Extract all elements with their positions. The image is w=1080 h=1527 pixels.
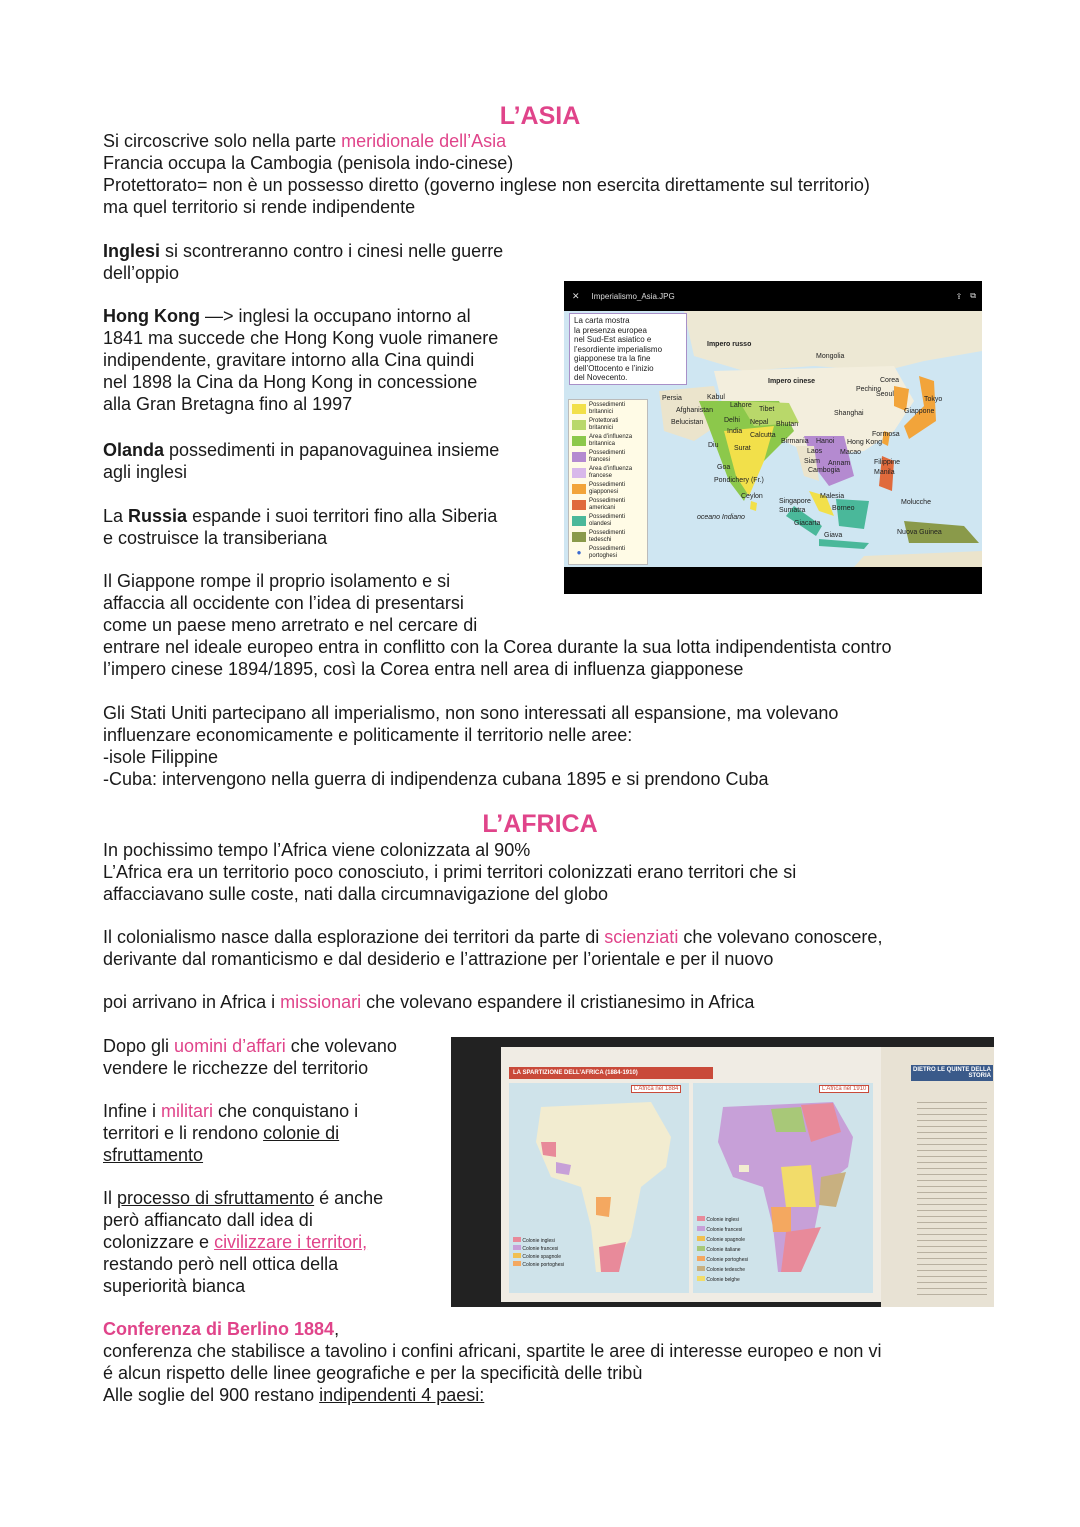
bold-term: Inglesi — [103, 241, 161, 261]
paragraph-line: conferenza che stabilisce a tavolino i confini africani, spartite le aree di interesse europeo e non vi — [103, 1341, 882, 1361]
text: Il — [103, 1188, 118, 1208]
africa-1884-angola — [596, 1197, 611, 1217]
legend-swatch — [697, 1226, 705, 1231]
legend-swatch — [513, 1253, 521, 1258]
map-label: Macao — [840, 449, 862, 456]
legend-label: Colonie spagnole — [706, 1237, 746, 1243]
land-borneo — [836, 499, 869, 529]
legend-label: Possedimenti americani — [589, 498, 626, 511]
legend-item — [697, 1245, 748, 1255]
legend-item — [572, 450, 644, 464]
map-label: Seoul — [876, 391, 894, 398]
legend-label: Possedimenti portoghesi — [589, 546, 626, 559]
paragraph-line — [103, 1318, 339, 1340]
paragraph-line — [103, 130, 506, 152]
legend-swatch — [572, 404, 586, 414]
caption-line: giapponese tra la fine — [574, 354, 651, 363]
legend-1910 — [697, 1215, 748, 1285]
paragraph-line: derivante dal romanticismo e dal desiderio e l’attrazione per l’orientale e per il nuovo — [103, 949, 774, 969]
legend-item — [513, 1253, 564, 1261]
highlight-text: militari — [161, 1101, 214, 1121]
legend-item — [697, 1225, 748, 1235]
sidebar-heading: DIETRO LE QUINTE DELLA STORIA — [913, 1067, 991, 1079]
legend-item — [513, 1237, 564, 1245]
paragraph-line: affaccia all occidente con l’idea di presentarsi — [103, 593, 464, 613]
bold-term: Hong Kong — [103, 306, 200, 326]
map-title-1910: L’Africa nel 1910 — [819, 1085, 869, 1093]
africa-1910-libya — [771, 1107, 806, 1132]
paragraph-line: indipendente, gravitare intorno alla Cina quindi — [103, 350, 475, 370]
map-label: Molucche — [901, 499, 931, 506]
legend-item — [697, 1235, 748, 1245]
paragraph-line: alla Gran Bretagna fino al 1997 — [103, 394, 353, 414]
legend-label: Colonie tedesche — [706, 1267, 746, 1273]
paragraph-line — [103, 1384, 484, 1406]
legend-swatch — [697, 1256, 705, 1261]
legend-swatch — [513, 1237, 521, 1242]
map-label: Manila — [874, 469, 895, 476]
map-label: Sumatra — [779, 507, 806, 514]
paragraph-line: dell’oppio — [103, 263, 180, 283]
caption-line: l’esordiente imperialismo — [574, 344, 663, 354]
africa-1884-coast-a — [541, 1142, 556, 1157]
legend-label: Colonie belghe — [706, 1277, 740, 1283]
underlined-text: indipendenti 4 paesi: — [319, 1385, 485, 1405]
map-label: Lahore — [730, 402, 752, 409]
legend-swatch — [572, 468, 586, 478]
map-label: Afghanistan — [676, 407, 713, 414]
map-label: Hanoi — [816, 438, 835, 445]
paragraph-line: -Cuba: intervengono nella guerra di indipendenza cubana 1895 e si prendono Cuba — [103, 769, 769, 789]
map-label: Belucistan — [671, 419, 704, 426]
bold-term: Olanda — [103, 440, 165, 460]
legend-item — [513, 1245, 564, 1253]
map-label: Nuova Guinea — [897, 529, 942, 536]
legend-swatch — [697, 1246, 705, 1251]
africa-map-photo — [451, 1037, 994, 1307]
map-label: Shanghai — [834, 410, 864, 417]
map-label: India — [727, 428, 743, 435]
caption-line: la presenza europea — [574, 325, 647, 335]
map-caption — [569, 313, 687, 385]
text: —> inglesi la occupano intorno al — [199, 306, 471, 326]
map-label: Borneo — [832, 505, 855, 512]
image-filename: Imperialismo_Asia.JPG — [591, 291, 675, 301]
legend-label: Possedimenti francesi — [589, 450, 626, 463]
text: , — [334, 1319, 340, 1339]
map-label: Corea — [880, 377, 900, 384]
legend-swatch — [572, 484, 586, 494]
paragraph-line — [103, 991, 754, 1013]
map-header: LA SPARTIZIONE DELL’AFRICA (1884-1910) — [509, 1067, 713, 1079]
legend-item — [572, 434, 644, 448]
asia-map-image — [564, 281, 982, 594]
legend-swatch — [572, 500, 586, 510]
map-label: Impero cinese — [768, 378, 816, 385]
legend-swatch — [572, 532, 586, 542]
land-ceylon — [750, 501, 757, 511]
sidebar-text-lines — [917, 1097, 987, 1297]
legend-label: Colonie portoghesi — [522, 1262, 565, 1268]
map-label: Giacarta — [794, 520, 821, 527]
map-label: Kabul — [707, 394, 725, 401]
map-label: Laos — [807, 448, 823, 455]
legend-swatch — [513, 1245, 521, 1250]
legend-swatch — [572, 516, 586, 526]
text: Alle soglie del 900 restano — [103, 1385, 320, 1405]
paragraph-line: restando però nell ottica della — [103, 1254, 339, 1274]
paragraph-line: nel 1898 la Cina da Hong Kong in concessione — [103, 372, 478, 392]
section-title-asia: L’ASIA — [499, 102, 581, 130]
text: é anche — [314, 1188, 384, 1208]
highlight-text: missionari — [280, 992, 362, 1012]
legend-label: Area d’influenza francese — [589, 466, 633, 479]
text: che volevano conoscere, — [678, 927, 883, 947]
paragraph-line — [103, 1100, 358, 1122]
close-icon[interactable]: ✕ — [572, 290, 580, 301]
legend-label: Colonie francesi — [522, 1246, 559, 1252]
map-title-1884: L’Africa nel 1884 — [631, 1085, 681, 1093]
map-label: Mongolia — [816, 353, 845, 360]
legend-item — [572, 466, 644, 480]
legend-item — [697, 1255, 748, 1265]
paragraph-line: sfruttamento — [103, 1145, 204, 1165]
paragraph-line: L’Africa era un territorio poco conosciuto, i primi territori colonizzati erano territori che si — [103, 862, 797, 882]
legend-label: Colonie portoghesi — [706, 1257, 749, 1263]
map-label: Tokyo — [924, 396, 943, 403]
book-page-map — [501, 1047, 881, 1302]
map-label: Bhutan — [776, 421, 799, 428]
paragraph-line — [103, 1187, 383, 1209]
map-label: Formosa — [872, 431, 900, 438]
legend-label: Protettorati britannici — [589, 418, 619, 431]
caption-line: nel Sud-Est asiatico e — [574, 335, 652, 344]
text: colonizzare e — [103, 1232, 215, 1252]
map-label: Pondichery (Fr.) — [714, 477, 764, 484]
map-label: Persia — [662, 395, 682, 402]
legend-label: Possedimenti olandesi — [589, 514, 626, 527]
legend-swatch — [572, 452, 586, 462]
highlight-text: scienziati — [604, 927, 679, 947]
paragraph-line: é alcun rispetto delle linee geografiche e per la specificità delle tribù — [103, 1363, 643, 1383]
map-label: Calcutta — [750, 432, 776, 439]
paragraph-line: ma quel territorio si rende indipendente — [103, 197, 416, 217]
map-label: oceano Indiano — [697, 514, 745, 521]
paragraph-line — [103, 1035, 397, 1057]
map-label: Giappone — [904, 408, 935, 415]
paragraph-line — [103, 240, 503, 262]
caption-line: dell’Ottocento e l’inizio — [574, 363, 654, 373]
paragraph-line: entrare nel ideale europeo entra in conflitto con la Corea durante la sua lotta indipendentista contro — [103, 637, 892, 657]
paragraph-line — [103, 505, 497, 527]
legend-item — [513, 1261, 564, 1269]
legend-label: Possedimenti britannici — [589, 402, 626, 415]
legend-1884 — [513, 1237, 564, 1269]
paragraph-line: Gli Stati Uniti partecipano all imperialismo, non sono interessati all espansione, ma volevano — [103, 703, 839, 723]
legend-swatch — [572, 436, 586, 446]
legend-item — [572, 402, 644, 416]
text: espande i suoi territori fino alla Siberia — [187, 506, 498, 526]
map-label: Birmania — [781, 438, 809, 445]
paragraph-line: agli inglesi — [103, 462, 188, 482]
legend-dot-icon: ● — [572, 548, 586, 558]
text: poi arrivano in Africa i — [103, 992, 281, 1012]
africa-1910-congo — [781, 1165, 816, 1207]
legend-item — [697, 1215, 748, 1225]
legend-swatch — [572, 420, 586, 430]
map-label: Surat — [734, 445, 751, 452]
map-label: Nepal — [750, 419, 769, 426]
underlined-text: processo di sfruttamento — [117, 1188, 315, 1208]
legend-swatch — [697, 1276, 705, 1281]
paragraph-line: Protettorato= non è un possesso diretto (governo inglese non esercita direttamente sul territorio) — [103, 175, 870, 195]
paragraph-line — [103, 1122, 339, 1144]
legend-label: Colonie inglesi — [522, 1238, 555, 1244]
map-label: Filippine — [874, 459, 901, 466]
legend-swatch — [697, 1266, 705, 1271]
text: Il colonialismo nasce dalla esplorazione dei territori da parte di — [103, 927, 605, 947]
paragraph-line: l’impero cinese 1894/1895, così la Corea entra nell area di influenza giapponese — [103, 659, 744, 679]
text: che volevano — [285, 1036, 397, 1056]
text: Infine i — [103, 1101, 162, 1121]
text: che volevano espandere il cristianesimo in Africa — [361, 992, 755, 1012]
map-label: Malesia — [820, 493, 845, 500]
paragraph-line — [103, 1231, 367, 1253]
text: Si circoscrive solo nella parte — [103, 131, 342, 151]
text: territori e li rendono — [103, 1123, 264, 1143]
legend-label: Area d’influenza britannica — [589, 434, 633, 447]
paragraph-line — [103, 926, 882, 948]
legend-swatch — [697, 1236, 705, 1241]
map-label: Delhi — [724, 417, 740, 424]
legend-item — [572, 514, 644, 528]
map-label: Hong Kong — [847, 439, 883, 446]
legend-label: Colonie inglesi — [706, 1217, 739, 1223]
section-title-africa: L’AFRICA — [482, 810, 598, 838]
land-java — [819, 539, 869, 549]
africa-1910-angola — [771, 1207, 791, 1232]
paragraph-line: però affiancato dall idea di — [103, 1210, 313, 1230]
map-label: Pechino — [856, 386, 882, 393]
bold-term: Russia — [128, 506, 188, 526]
map-label: Singapore — [779, 498, 811, 505]
map-label: Goa — [717, 464, 731, 471]
legend-item — [572, 530, 644, 544]
legend-item — [572, 546, 644, 560]
legend-item — [572, 418, 644, 432]
caption-line: La carta mostra — [574, 316, 630, 325]
image-viewer-bar — [564, 281, 982, 311]
book-side-page — [881, 1047, 994, 1307]
map-legend — [568, 399, 648, 565]
legend-label: Colonie spagnole — [522, 1254, 562, 1260]
map-label: Siam — [804, 458, 820, 465]
share-icon[interactable]: ⇪ — [955, 291, 963, 301]
underlined-text: colonie di — [263, 1123, 340, 1143]
highlight-text: meridionale dell’Asia — [341, 131, 507, 151]
map-label: Ceylon — [741, 493, 763, 500]
map-label: Tibet — [759, 406, 775, 413]
text: si scontreranno contro i cinesi nelle guerre — [160, 241, 504, 261]
legend-label: Possedimenti tedeschi — [589, 530, 626, 543]
paragraph-line: In pochissimo tempo l’Africa viene colonizzata al 90% — [103, 840, 531, 860]
text: che conquistano i — [213, 1101, 359, 1121]
paragraph-line: influenzare economicamente e politicamente il territorio nelle aree: — [103, 725, 633, 745]
bold-term: Conferenza di Berlino 1884 — [103, 1319, 335, 1339]
open-external-icon[interactable]: ⧉ — [970, 291, 976, 300]
map-label: Giava — [824, 532, 843, 539]
legend-item — [572, 498, 644, 512]
paragraph-line: 1841 ma succede che Hong Kong vuole rimanere — [103, 328, 499, 348]
africa-1910-liberia — [739, 1165, 749, 1172]
legend-item — [572, 482, 644, 496]
legend-swatch — [513, 1261, 521, 1266]
legend-label: Possedimenti giapponesi — [589, 482, 626, 495]
paragraph-line: Francia occupa la Cambogia (penisola indo-cinese) — [103, 153, 514, 173]
paragraph-line — [103, 439, 499, 461]
highlight-text: civilizzare i territori, — [214, 1232, 368, 1252]
map-label: Cambogia — [808, 467, 840, 474]
paragraph-line: Il Giappone rompe il proprio isolamento e si — [103, 571, 451, 591]
legend-item — [697, 1265, 748, 1275]
asia-map — [564, 311, 982, 567]
paragraph-line: vendere le ricchezze del territorio — [103, 1058, 369, 1078]
legend-label: Colonie francesi — [706, 1227, 743, 1233]
paragraph-line: come un paese meno arretrato e nel cercare di — [103, 615, 478, 635]
text: La — [103, 506, 129, 526]
map-label: Impero russo — [707, 341, 752, 348]
paragraph-line: superiorità bianca — [103, 1276, 246, 1296]
paragraph-line — [103, 305, 471, 327]
land-australia — [854, 551, 982, 567]
paragraph-line: e costruisce la transiberiana — [103, 528, 328, 548]
text: Dopo gli — [103, 1036, 175, 1056]
caption-line: del Novecento. — [574, 373, 628, 382]
map-label: Annam — [828, 460, 851, 467]
paragraph-line: affacciavano sulle coste, nati dalla circumnavigazione del globo — [103, 884, 608, 904]
map-label: Diu — [708, 442, 719, 449]
legend-swatch — [697, 1216, 705, 1221]
text: possedimenti in papanovaguinea insieme — [164, 440, 500, 460]
highlight-text: uomini d’affari — [174, 1036, 286, 1056]
paragraph-line: -isole Filippine — [103, 747, 219, 767]
legend-item — [697, 1275, 748, 1285]
legend-label: Colonie italiane — [706, 1247, 741, 1253]
